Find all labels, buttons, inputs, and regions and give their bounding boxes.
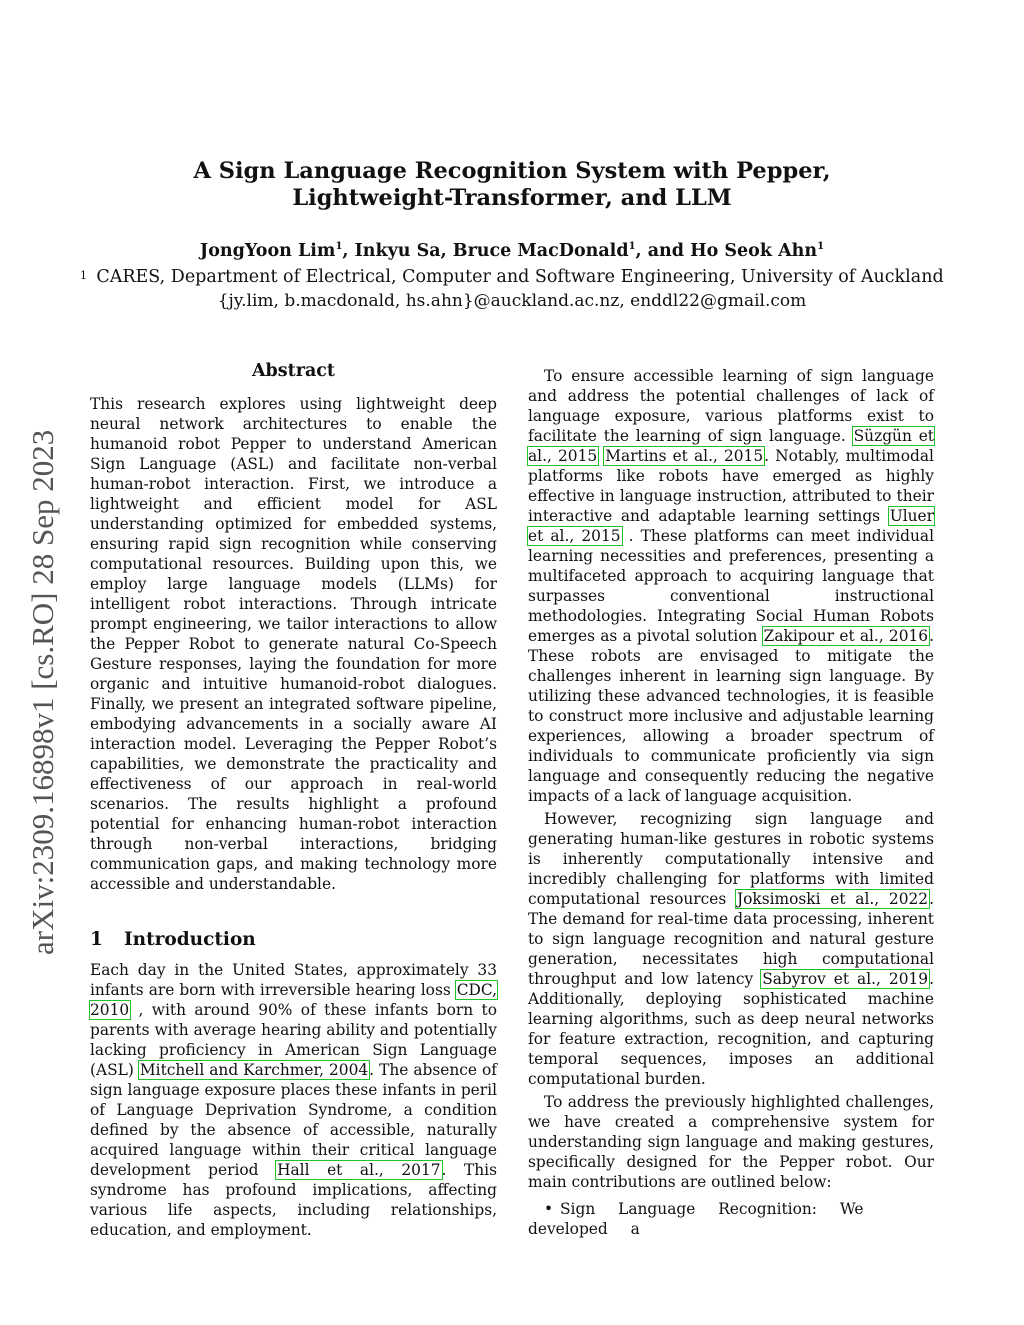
author-mark: 1 bbox=[817, 241, 825, 253]
author-mark: 1 bbox=[335, 241, 343, 253]
author-emails: {jy.lim, b.macdonald, hs.ahn}@auckland.ac.nz, enddl22@gmail.com bbox=[217, 291, 807, 311]
citation-link[interactable]: Zakipour et al., 2016 bbox=[763, 627, 929, 645]
author-name: Ho Seok Ahn bbox=[690, 241, 818, 261]
citation-link[interactable]: Martins et al., 2015 bbox=[605, 447, 764, 465]
intro-paragraph-2: To ensure accessible learning of sign language and address the potential challenges of lack of language exposure, various platforms exist to facilitate the learning of sign language. Süzgün et al., 2015 Martins et al., 2015. Notably, multimodal platforms like robots have emerged as highly effective in language instruction, attributed to their interactive and adaptable learning settings Uluer et al., 2015 . These platforms can meet individual learning necessities and preferences, presenting a multifaceted approach to acquiring language that surpasses conventional instructional methodologies. Integrating Social Human Robots emerges as a pivotal solution Zakipour et al., 2016. These robots are envisaged to mitigate the challenges inherent in learning sign language. By utilizing these advanced technologies, it is feasible to construct more inclusive and adjustable learning experiences, allowing a broader spectrum of individuals to communicate proficiently via sign language and consequently reducing the negative impacts of a lack of language acquisition. bbox=[528, 367, 935, 805]
affiliation bbox=[80, 266, 960, 289]
section-number: 1 bbox=[90, 929, 103, 950]
author-name: Inkyu Sa bbox=[354, 241, 441, 261]
citation-link[interactable]: Süzgün et al., 2015 bbox=[528, 427, 934, 465]
abstract-heading: Abstract bbox=[251, 361, 336, 381]
abstract-text: This research explores using lightweight deep neural network architectures to enable the humanoid robot Pepper to understand American Sign Language (ASL) and facilitate non-verbal human-robot interaction. First, we introduce a lightweight and efficient model for ASL understanding optimized for embedded systems, ensuring rapid sign recognition while conserving computational resources. Building upon this, we employ large language models (LLMs) for intelligent robot interactions. Through intricate prompt engineering, we tailor interactions to allow the Pepper Robot to generate natural Co-Speech Gesture responses, laying the foundation for more organic and intuitive humanoid-robot dialogues. Finally, we present an integrated software pipeline, embodying advancements in a socially aware AI interaction model. Leveraging the Pepper Robot’s capabilities, we demonstrate the practicality and effectiveness of our approach in real-world scenarios. The results highlight a profound potential for enhancing human-robot interaction through non-verbal interactions, bridging communication gaps, and making technology more accessible and understandable. bbox=[90, 395, 497, 893]
affiliation-mark: 1 bbox=[80, 269, 87, 282]
arxiv-identifier: arXiv:2309.16898v1 [cs.RO] 28 Sep 2023 bbox=[25, 429, 60, 955]
bullet-icon: • bbox=[544, 1200, 554, 1218]
citation-link[interactable]: CDC, 2010 bbox=[90, 981, 497, 1019]
section-heading bbox=[90, 929, 497, 951]
citation-link[interactable]: Uluer et al., 2015 bbox=[528, 507, 934, 545]
author-mark: 1 bbox=[628, 241, 636, 253]
right-column bbox=[528, 363, 934, 1239]
section-title: Introduction bbox=[124, 929, 256, 950]
author-list: JongYoon Lim$^1$, Inkyu Sa, Bruce MacDonald$^1$, and Ho Seok Ahn$^1$ bbox=[199, 241, 825, 261]
bullet-text: Sign Language Recognition: We developed a bbox=[528, 1200, 864, 1238]
contribution-bullet bbox=[528, 1199, 934, 1239]
author-name: Bruce MacDonald bbox=[452, 241, 629, 261]
citation-link[interactable]: Hall et al., 2017 bbox=[277, 1161, 441, 1179]
paper-title bbox=[0, 158, 1024, 212]
left-column bbox=[90, 360, 497, 1240]
title-line-1: A Sign Language Recognition System with Pepper, bbox=[193, 158, 831, 184]
citation-link[interactable]: Sabyrov et al., 2019 bbox=[762, 970, 929, 988]
citation-link[interactable]: Joksimoski et al., 2022 bbox=[736, 890, 929, 908]
intro-paragraph-3: However, recognizing sign language and generating human-like gestures in robotic systems is inherently computationally intensive and incredibly challenging for platforms with limited computational resources Joksimoski et al., 2022. The demand for real-time data processing, inherent to sign language recognition and natural gesture generation, necessitates high computational throughput and low latency Sabyrov et al., 2019. Additionally, deploying sophisticated machine learning algorithms, such as deep neural networks for feature extraction, recognition, and capturing temporal sequences, imposes an additional computational burden. bbox=[528, 810, 934, 1088]
author-name: JongYoon Lim bbox=[199, 241, 336, 261]
affiliation-text: CARES, Department of Electrical, Computer and Software Engineering, University of Auckland bbox=[96, 267, 944, 287]
intro-paragraph-1: Each day in the United States, approximately 33 infants are born with irreversible hearing loss CDC, 2010 , with around 90% of these infants born to parents with average hearing ability and potentially lacking proficiency in American Sign Language (ASL) Mitchell and Karchmer, 2004. The absence of sign language exposure places these infants in peril of Language Deprivation Syndrome, a condition defined by the absence of accessible, naturally acquired language within their critical language development period Hall et al., 2017. This syndrome has profound implications, affecting various life aspects, including relationships, education, and employment. bbox=[90, 961, 497, 1239]
citation-link[interactable]: Mitchell and Karchmer, 2004 bbox=[139, 1061, 369, 1079]
intro-paragraph-4: To address the previously highlighted challenges, we have created a comprehensive system for understanding sign language and making gestures, specifically designed for the Pepper robot. Our main contributions are outlined below: bbox=[528, 1093, 934, 1191]
title-line-2: Lightweight-Transformer, and LLM bbox=[292, 185, 732, 211]
